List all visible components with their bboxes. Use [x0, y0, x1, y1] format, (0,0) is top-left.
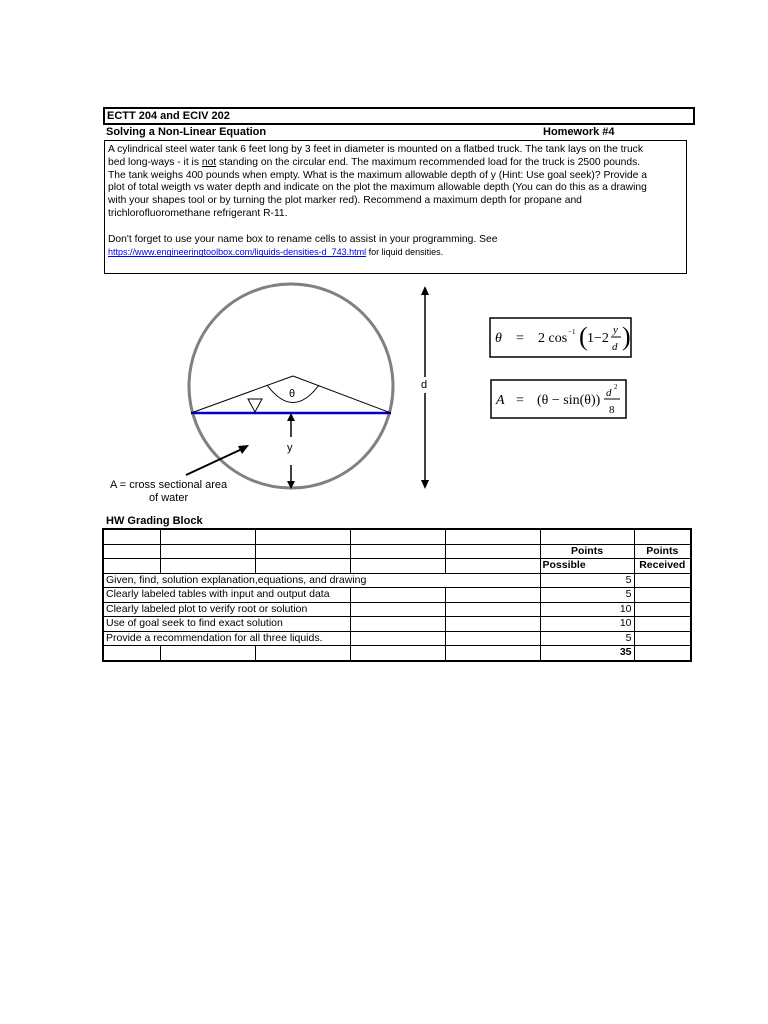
- theta-label: θ: [289, 388, 296, 400]
- eq1-one-minus: 1−2: [587, 331, 609, 346]
- grading-item-received[interactable]: [634, 573, 691, 588]
- eq1-equals: =: [516, 331, 524, 346]
- grading-item-received[interactable]: [634, 617, 691, 632]
- eq2-parenthetical: (θ − sin(θ)): [537, 393, 601, 408]
- points-header-possible-top: Points: [540, 544, 634, 559]
- eq2-lhs: A: [496, 393, 505, 408]
- emphasis-not: not: [201, 156, 217, 168]
- eq1-open-paren: (: [579, 322, 588, 351]
- area-label-2: of water: [149, 492, 189, 504]
- assignment-title: Solving a Non-Linear Equation: [106, 126, 267, 138]
- problem-line: The tank weighs 400 pounds when empty. What is the maximum allowable depth of y (Hint: Use goal seek)? Provide a: [108, 169, 647, 181]
- table-row: [103, 631, 691, 646]
- eq1-superscript: −1: [568, 328, 576, 336]
- points-header-possible: Possible: [540, 559, 634, 574]
- grading-item-received[interactable]: [634, 602, 691, 617]
- eq1-lhs: θ: [495, 331, 502, 346]
- theta-equation-box: [490, 318, 631, 357]
- grading-item-points: 10: [540, 602, 634, 617]
- problem-line: trichlorofluoromethane refrigerant R-11.: [108, 207, 288, 219]
- total-received[interactable]: [634, 646, 691, 661]
- table-row: [103, 573, 691, 588]
- y-label: y: [287, 442, 293, 454]
- homework-number: Homework #4: [543, 126, 615, 138]
- problem-line: bed long-ways - it is not standing on the circular end. The maximum recommended load for the truck is 2500 pounds.: [108, 156, 641, 168]
- problem-note: Don't forget to use your name box to rename cells to assist in your programming. See: [108, 233, 498, 245]
- table-row: [103, 529, 691, 544]
- grading-item-label: Clearly labeled tables with input and output data: [103, 588, 350, 603]
- grading-item-points: 10: [540, 617, 634, 632]
- table-row: [103, 559, 691, 574]
- eq1-denominator: d: [612, 341, 618, 353]
- eq2-equals: =: [516, 393, 524, 408]
- grading-block-title: HW Grading Block: [106, 515, 203, 527]
- grading-item-label: Provide a recommendation for all three liquids.: [103, 631, 350, 646]
- link-suffix: for liquid densities.: [366, 247, 444, 258]
- eq1-numerator: y: [613, 324, 618, 336]
- eq1-close-paren: ): [622, 322, 631, 351]
- grading-item-label: Given, find, solution explanation,equations, and drawing: [103, 573, 540, 588]
- eq1-coefficient: 2 cos: [538, 331, 568, 346]
- tank-circle: [189, 284, 393, 488]
- problem-line: with your shapes tool or by turning the plot marker red). Recommend a maximum depth for propane and: [108, 195, 582, 207]
- grading-item-points: 5: [540, 631, 634, 646]
- density-reference-link[interactable]: https://www.engineeringtoolbox.com/liquids-densities-d_743.html: [108, 247, 367, 258]
- chord-left: [191, 376, 296, 413]
- table-row-total: [103, 646, 691, 661]
- problem-line: A cylindrical steel water tank 6 feet long by 3 feet in diameter is mounted on a flatbed truck. The tank lays on the truck: [108, 144, 643, 155]
- water-level-symbol: [248, 399, 262, 412]
- grading-item-received[interactable]: [634, 588, 691, 603]
- eq2-numerator: d: [606, 387, 612, 399]
- grading-item-label: Clearly labeled plot to verify root or solution: [103, 602, 350, 617]
- area-label-1: A = cross sectional area: [110, 479, 228, 491]
- eq2-denominator: 8: [609, 404, 615, 416]
- d-arrow-head-down: [421, 480, 429, 489]
- grading-table: [102, 528, 692, 662]
- table-row: [103, 588, 691, 603]
- table-row: [103, 544, 691, 559]
- table-row: [103, 602, 691, 617]
- area-equation-box: [491, 380, 626, 418]
- d-label: d: [421, 379, 428, 391]
- points-header-received-top: Points: [634, 544, 691, 559]
- total-points: 35: [540, 646, 634, 661]
- grading-item-received[interactable]: [634, 631, 691, 646]
- d-arrow-head-up: [421, 286, 429, 295]
- grading-item-label: Use of goal seek to find exact solution: [103, 617, 350, 632]
- problem-line: plot of total weigth vs water depth and indicate on the plot the maximum allowable depth (You can do this as a drawing: [108, 182, 647, 194]
- chord-right: [293, 376, 391, 413]
- eq2-superscript: 2: [614, 383, 618, 391]
- table-row: [103, 617, 691, 632]
- course-title: ECTT 204 and ECIV 202: [107, 110, 230, 122]
- grading-item-points: 5: [540, 588, 634, 603]
- grading-item-points: 5: [540, 573, 634, 588]
- points-header-received: Received: [634, 559, 691, 574]
